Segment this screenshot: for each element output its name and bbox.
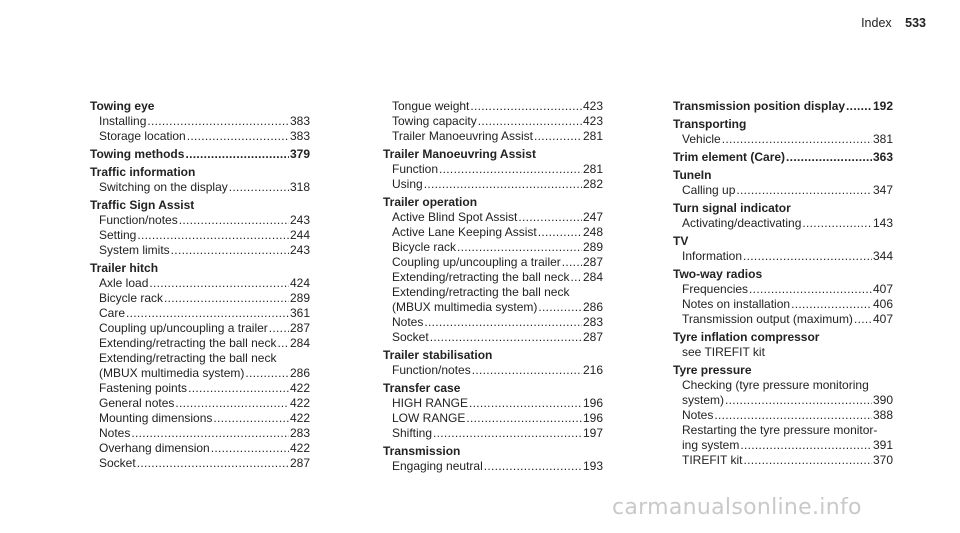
- page-ref: 286: [289, 366, 310, 380]
- dot-leader: [164, 291, 289, 306]
- index-subentry: [90, 366, 310, 381]
- page-ref: 244: [289, 228, 310, 242]
- subentry-text: Mounting dimensions: [99, 411, 213, 425]
- index-heading: [383, 348, 603, 363]
- dot-leader: [786, 150, 872, 165]
- subentry-text: LOW RANGE: [392, 411, 466, 425]
- index-entry: [673, 117, 893, 147]
- page-ref: 286: [582, 300, 603, 314]
- page-ref: 423: [582, 114, 603, 128]
- index-heading: [673, 363, 893, 378]
- index-subentry: [383, 363, 603, 378]
- index-subentry: [90, 291, 310, 306]
- index-subentry: [383, 396, 603, 411]
- page-ref: 344: [872, 249, 893, 263]
- subentry-text: Tongue weight: [392, 99, 470, 113]
- index-subentry: [673, 378, 893, 393]
- page-ref: 370: [872, 453, 893, 467]
- index-subentry: [383, 270, 603, 285]
- index-heading: [673, 99, 893, 114]
- heading-text: Trailer operation: [383, 195, 478, 209]
- subentry-text: Calling up: [682, 183, 736, 197]
- index-subentry: [383, 300, 603, 315]
- index-entry: [383, 381, 603, 441]
- page-ref: 407: [872, 312, 893, 326]
- heading-text: Towing methods: [90, 147, 185, 161]
- index-subentry: [383, 255, 603, 270]
- dot-leader: [484, 459, 582, 474]
- heading-text: Trailer stabilisation: [383, 348, 493, 362]
- subentry-text: Extending/retracting the ball neck: [99, 351, 277, 365]
- page-ref: 243: [289, 213, 310, 227]
- index-subentry: [90, 441, 310, 456]
- index-subentry: [673, 345, 893, 360]
- index-subentry: [90, 114, 310, 129]
- index-heading: [90, 99, 310, 114]
- heading-text: TV: [673, 234, 689, 248]
- index-heading: [90, 165, 310, 180]
- index-subentry: [383, 129, 603, 144]
- dot-leader: [802, 216, 872, 231]
- index-subentry: [383, 459, 603, 474]
- page-ref: 381: [872, 132, 893, 146]
- index-subentry: [90, 396, 310, 411]
- index-subentry: [90, 411, 310, 426]
- index-entry: [383, 147, 603, 192]
- page-ref: 391: [872, 438, 893, 452]
- dot-leader: [137, 228, 289, 243]
- index-heading: [90, 147, 310, 162]
- heading-text: Traffic Sign Assist: [90, 198, 195, 212]
- index-subentry: [673, 297, 893, 312]
- dot-leader: [269, 321, 289, 336]
- page-ref: 287: [289, 321, 310, 335]
- index-subentry: [90, 276, 310, 291]
- heading-text: Tyre inflation compressor: [673, 330, 820, 344]
- page-ref: 284: [582, 270, 603, 284]
- dot-leader: [538, 225, 582, 240]
- subentry-text: Socket: [99, 456, 136, 470]
- page-ref: 282: [582, 177, 603, 191]
- subentry-text: Information: [682, 249, 743, 263]
- subentry-text: Notes: [682, 408, 714, 422]
- subentry-text: Restarting the tyre pressure monitor-: [682, 423, 878, 437]
- index-subentry: [673, 132, 893, 147]
- subentry-text: Notes on installation: [682, 297, 791, 311]
- index-entry: [90, 165, 310, 195]
- page-ref: 289: [582, 240, 603, 254]
- index-subentry: [90, 381, 310, 396]
- heading-text: Turn signal indicator: [673, 201, 791, 215]
- page-ref: 243: [289, 243, 310, 257]
- page-ref: 407: [872, 282, 893, 296]
- index-subentry: [90, 129, 310, 144]
- index-entry: [673, 267, 893, 327]
- page-ref: 283: [582, 315, 603, 329]
- page-ref: 283: [289, 426, 310, 440]
- subentry-text: Installing: [99, 114, 147, 128]
- index-entry: [90, 261, 310, 471]
- dot-leader: [433, 426, 582, 441]
- subentry-text: Notes: [99, 426, 131, 440]
- index-entry: [673, 201, 893, 231]
- dot-leader: [743, 249, 872, 264]
- page-ref: 406: [872, 297, 893, 311]
- index-heading: [90, 198, 310, 213]
- index-subentry: [383, 162, 603, 177]
- subentry-text: Active Blind Spot Assist: [392, 210, 518, 224]
- dot-leader: [245, 366, 289, 381]
- subentry-text: Notes: [392, 315, 424, 329]
- heading-text: Tyre pressure: [673, 363, 752, 377]
- page-ref: 289: [289, 291, 310, 305]
- index-subentry: [673, 408, 893, 423]
- subentry-text: Active Lane Keeping Assist: [392, 225, 537, 239]
- page-ref: 287: [582, 330, 603, 344]
- index-entry: [383, 195, 603, 345]
- page-ref: 361: [289, 306, 310, 320]
- page-ref: 143: [872, 216, 893, 230]
- index-column-1: [90, 99, 310, 474]
- page-ref: 422: [289, 441, 310, 455]
- heading-text: Trailer hitch: [90, 261, 159, 275]
- subentry-text: Activating/deactivating: [682, 216, 802, 230]
- index-subentry: [673, 282, 893, 297]
- heading-text: Trim element (Care): [673, 150, 786, 164]
- page-ref: 247: [582, 210, 603, 224]
- page-number: 533: [905, 16, 926, 30]
- index-subentry: [383, 426, 603, 441]
- subentry-text: Extending/retracting the ball neck: [392, 285, 570, 299]
- page-header: [861, 16, 926, 30]
- index-heading: [90, 261, 310, 276]
- index-entry: [383, 348, 603, 378]
- index-entry: [673, 330, 893, 360]
- watermark: carmanualsonline.info: [612, 495, 862, 520]
- page-ref: 422: [289, 411, 310, 425]
- index-subentry: [383, 177, 603, 192]
- heading-text: TuneIn: [673, 168, 712, 182]
- dot-leader: [147, 114, 289, 129]
- index-subentry: [90, 243, 310, 258]
- index-heading: [673, 117, 893, 132]
- heading-text: Trailer Manoeuvring Assist: [383, 147, 536, 161]
- dot-leader: [213, 411, 289, 426]
- subentry-text: see TIREFIT kit: [682, 345, 765, 359]
- dot-leader: [424, 177, 582, 192]
- subentry-text: Coupling up/uncoupling a trailer: [99, 321, 268, 335]
- heading-text: Traffic information: [90, 165, 196, 179]
- dot-leader: [137, 456, 289, 471]
- dot-leader: [470, 99, 582, 114]
- subentry-text: Shifting: [392, 426, 433, 440]
- heading-text: Two-way radios: [673, 267, 763, 281]
- page-ref: 388: [872, 408, 893, 422]
- index-heading: [673, 168, 893, 183]
- page-ref: 287: [289, 456, 310, 470]
- subentry-text: Switching on the display: [99, 180, 228, 194]
- subentry-text: Coupling up/uncoupling a trailer: [392, 255, 561, 269]
- dot-leader: [185, 147, 289, 162]
- index-column-2: [383, 99, 603, 477]
- dot-leader: [791, 297, 872, 312]
- subentry-text: Towing capacity: [392, 114, 477, 128]
- index-subentry: [90, 306, 310, 321]
- heading-text: Transfer case: [383, 381, 461, 395]
- subentry-text: Fastening points: [99, 381, 188, 395]
- page-ref: 379: [289, 147, 310, 161]
- subentry-text: Storage location: [99, 129, 186, 143]
- dot-leader: [749, 282, 872, 297]
- dot-leader: [131, 426, 289, 441]
- page-ref: 197: [582, 426, 603, 440]
- page-ref: 284: [289, 336, 310, 350]
- index-subentry: [90, 351, 310, 366]
- index-entry: [673, 168, 893, 198]
- index-subentry: [383, 114, 603, 129]
- index-heading: [383, 147, 603, 162]
- subentry-text: Transmission output (maximum): [682, 312, 853, 326]
- subentry-text: Checking (tyre pressure monitoring: [682, 378, 869, 392]
- subentry-text: Socket: [392, 330, 429, 344]
- dot-leader: [562, 255, 582, 270]
- dot-leader: [478, 114, 582, 129]
- index-subentry: [90, 321, 310, 336]
- index-subentry: [383, 330, 603, 345]
- subentry-text: system): [682, 393, 724, 407]
- index-heading: [673, 330, 893, 345]
- dot-leader: [714, 408, 872, 423]
- index-subentry: [90, 213, 310, 228]
- subentry-text: Function/notes: [99, 213, 178, 227]
- subentry-text: Bicycle rack: [99, 291, 164, 305]
- heading-text: Transporting: [673, 117, 747, 131]
- index-heading: [673, 234, 893, 249]
- subentry-text: Extending/retracting the ball neck: [99, 336, 277, 350]
- index-subentry: [90, 456, 310, 471]
- index-heading: [383, 381, 603, 396]
- dot-leader: [570, 270, 582, 285]
- page-ref: 281: [582, 162, 603, 176]
- index-entry: [90, 198, 310, 258]
- index-entry: [90, 147, 310, 162]
- subentry-text: Trailer Manoeuvring Assist: [392, 129, 533, 143]
- subentry-text: Frequencies: [682, 282, 749, 296]
- page-ref: 424: [289, 276, 310, 290]
- heading-text: Towing eye: [90, 99, 155, 113]
- dot-leader: [846, 99, 872, 114]
- dot-leader: [518, 210, 582, 225]
- dot-leader: [175, 396, 289, 411]
- index-subentry: [673, 249, 893, 264]
- index-subentry: [383, 315, 603, 330]
- index-subentry: [673, 183, 893, 198]
- subentry-text: Using: [392, 177, 423, 191]
- index-entry: [383, 99, 603, 144]
- index-subentry: [673, 216, 893, 231]
- dot-leader: [229, 180, 289, 195]
- page-ref: 248: [582, 225, 603, 239]
- subentry-text: Bicycle rack: [392, 240, 457, 254]
- heading-text: Transmission: [383, 444, 461, 458]
- index-subentry: [383, 240, 603, 255]
- index-subentry: [383, 225, 603, 240]
- dot-leader: [179, 213, 289, 228]
- dot-leader: [538, 300, 582, 315]
- dot-leader: [722, 132, 872, 147]
- dot-leader: [277, 336, 289, 351]
- page-ref: 196: [582, 411, 603, 425]
- subentry-text: Extending/retracting the ball neck: [392, 270, 570, 284]
- dot-leader: [126, 306, 289, 321]
- subentry-text: Setting: [99, 228, 137, 242]
- index-subentry: [673, 438, 893, 453]
- page-ref: 422: [289, 396, 310, 410]
- subentry-text: TIREFIT kit: [682, 453, 743, 467]
- index-subentry: [90, 336, 310, 351]
- dot-leader: [149, 276, 289, 291]
- page-ref: 192: [872, 99, 893, 113]
- dot-leader: [430, 330, 582, 345]
- dot-leader: [211, 441, 289, 456]
- dot-leader: [466, 411, 582, 426]
- dot-leader: [187, 129, 289, 144]
- subentry-text: General notes: [99, 396, 175, 410]
- dot-leader: [472, 363, 582, 378]
- index-label: Index: [861, 16, 892, 30]
- dot-leader: [743, 453, 872, 468]
- dot-leader: [469, 396, 582, 411]
- index-entry: [673, 363, 893, 468]
- page-ref: 196: [582, 396, 603, 410]
- subentry-text: ing system: [682, 438, 740, 452]
- subentry-text: (MBUX multimedia system): [99, 366, 245, 380]
- subentry-text: Vehicle: [682, 132, 721, 146]
- heading-text: Transmission position display: [673, 99, 846, 113]
- index-subentry: [383, 285, 603, 300]
- index-subentry: [383, 210, 603, 225]
- index-subentry: [90, 426, 310, 441]
- dot-leader: [171, 243, 289, 258]
- page-ref: 390: [872, 393, 893, 407]
- index-entry: [673, 150, 893, 165]
- subentry-text: Overhang dimension: [99, 441, 210, 455]
- dot-leader: [457, 240, 582, 255]
- page-ref: 193: [582, 459, 603, 473]
- page-ref: 347: [872, 183, 893, 197]
- index-subentry: [383, 411, 603, 426]
- index-entry: [90, 99, 310, 144]
- page-ref: 318: [289, 180, 310, 194]
- dot-leader: [736, 183, 872, 198]
- page-ref: 383: [289, 114, 310, 128]
- index-entry: [673, 99, 893, 114]
- page-ref: 216: [582, 363, 603, 377]
- index-column-3: [673, 99, 893, 471]
- page-ref: 363: [872, 150, 893, 164]
- index-heading: [383, 444, 603, 459]
- subentry-text: Engaging neutral: [392, 459, 483, 473]
- index-subentry: [90, 228, 310, 243]
- index-subentry: [90, 180, 310, 195]
- subentry-text: (MBUX multimedia system): [392, 300, 538, 314]
- page-ref: 422: [289, 381, 310, 395]
- index-entry: [673, 234, 893, 264]
- page-ref: 423: [582, 99, 603, 113]
- subentry-text: Function/notes: [392, 363, 471, 377]
- subentry-text: HIGH RANGE: [392, 396, 469, 410]
- dot-leader: [740, 438, 872, 453]
- dot-leader: [854, 312, 872, 327]
- index-subentry: [383, 99, 603, 114]
- subentry-text: Axle load: [99, 276, 149, 290]
- index-heading: [673, 267, 893, 282]
- dot-leader: [534, 129, 582, 144]
- page-ref: 287: [582, 255, 603, 269]
- index-subentry: [673, 393, 893, 408]
- index-subentry: [673, 423, 893, 438]
- index-subentry: [673, 453, 893, 468]
- index-subentry: [673, 312, 893, 327]
- dot-leader: [725, 393, 872, 408]
- index-heading: [673, 201, 893, 216]
- dot-leader: [439, 162, 582, 177]
- index-heading: [673, 150, 893, 165]
- subentry-text: Care: [99, 306, 126, 320]
- subentry-text: Function: [392, 162, 439, 176]
- index-entry: [383, 444, 603, 474]
- dot-leader: [424, 315, 582, 330]
- page-ref: 383: [289, 129, 310, 143]
- index-heading: [383, 195, 603, 210]
- page-ref: 281: [582, 129, 603, 143]
- subentry-text: System limits: [99, 243, 170, 257]
- dot-leader: [188, 381, 289, 396]
